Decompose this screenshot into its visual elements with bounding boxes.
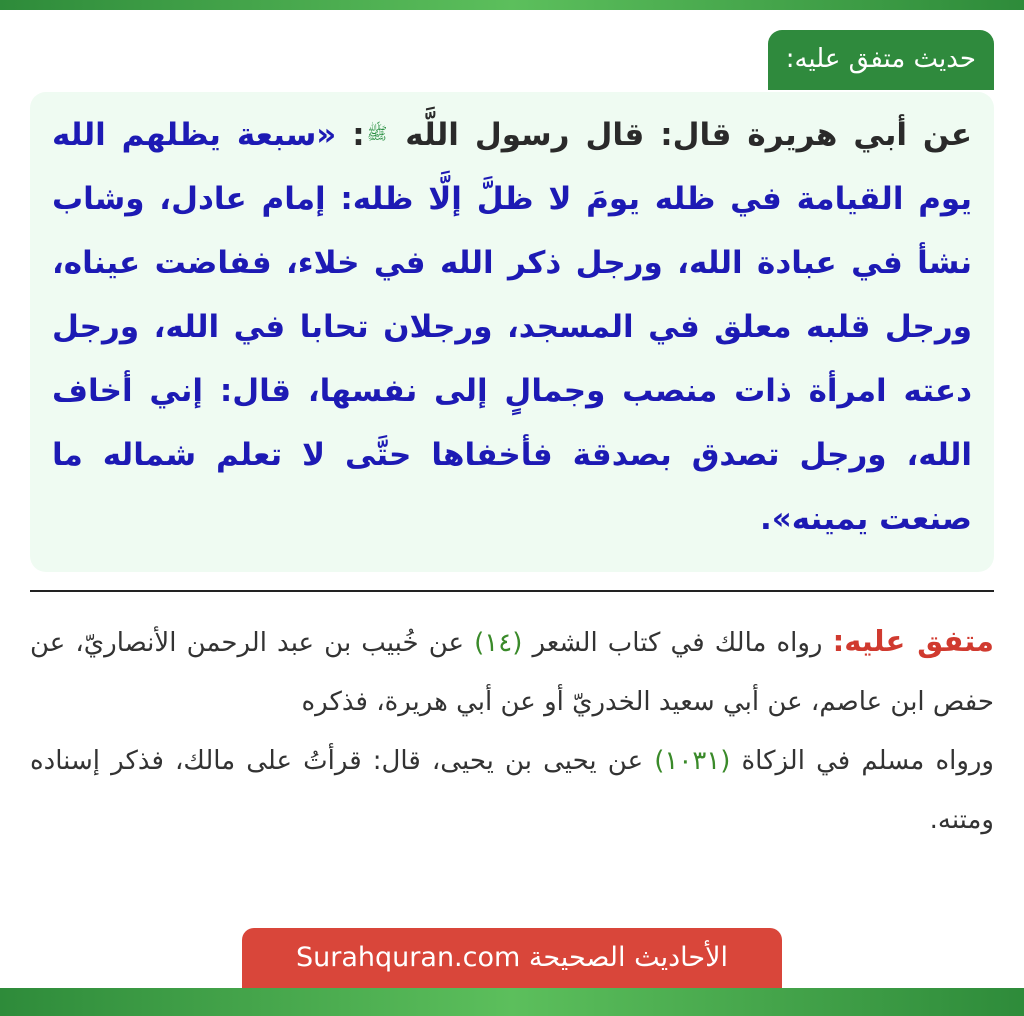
commentary-paragraph-1 [30,612,994,732]
commentary [30,612,994,850]
section-divider [30,590,994,592]
ruling-label: متفق عليه: [832,624,995,658]
bottom-decorative-bar [0,988,1024,1016]
para2-text-b: عن يحيى بن يحيى، قال: قرأتُ على مالك، فذكر إسناده ومتنه. [30,746,994,835]
hadith-body: «سبعة يظلهم الله يوم القيامة في ظله يومَ لا ظلَّ إلَّا ظله: إمام عادل، وشاب نشأ في عبادة الله، ورجل ذكر الله في خلاء، ففاضت عيناه، ورجل قلبه معلق في المسجد، ورجلان تحابا في الله، ورجل دعته امرأة ذات منصب وجمالٍ إلى نفسها، قال: إني أخاف الله، ورجل تصدق بصدقة فأخفاها حتَّى لا تعلم شماله ما صنعت يمينه». [52,117,972,537]
para1-text-b: عن خُبيب بن عبد الرحمن الأنصاريّ، عن حفص ابن عاصم، عن أبي سعيد الخدريّ أو عن أبي هريرة، فذكره [30,628,994,717]
para1-number: (١٤) [474,628,523,658]
top-decorative-bar [0,0,1024,10]
hadith-category-label: حديث متفق عليه: [768,30,994,90]
salutation-glyph: ﷺ [366,124,388,144]
hadith-text [52,102,972,551]
para2-number: (١٠٣١) [654,746,731,776]
commentary-paragraph-2 [30,732,994,850]
hadith-intro: عن أبي هريرة قال: قال رسول اللَّه [405,117,973,153]
para1-text-a: رواه مالك في كتاب الشعر [522,628,833,658]
intro-colon: : [352,117,365,153]
hadith-box [30,92,994,572]
para2-text-a: ورواه مسلم في الزكاة [730,746,994,776]
source-badge: الأحاديث الصحيحة Surahquran.com [242,928,782,988]
